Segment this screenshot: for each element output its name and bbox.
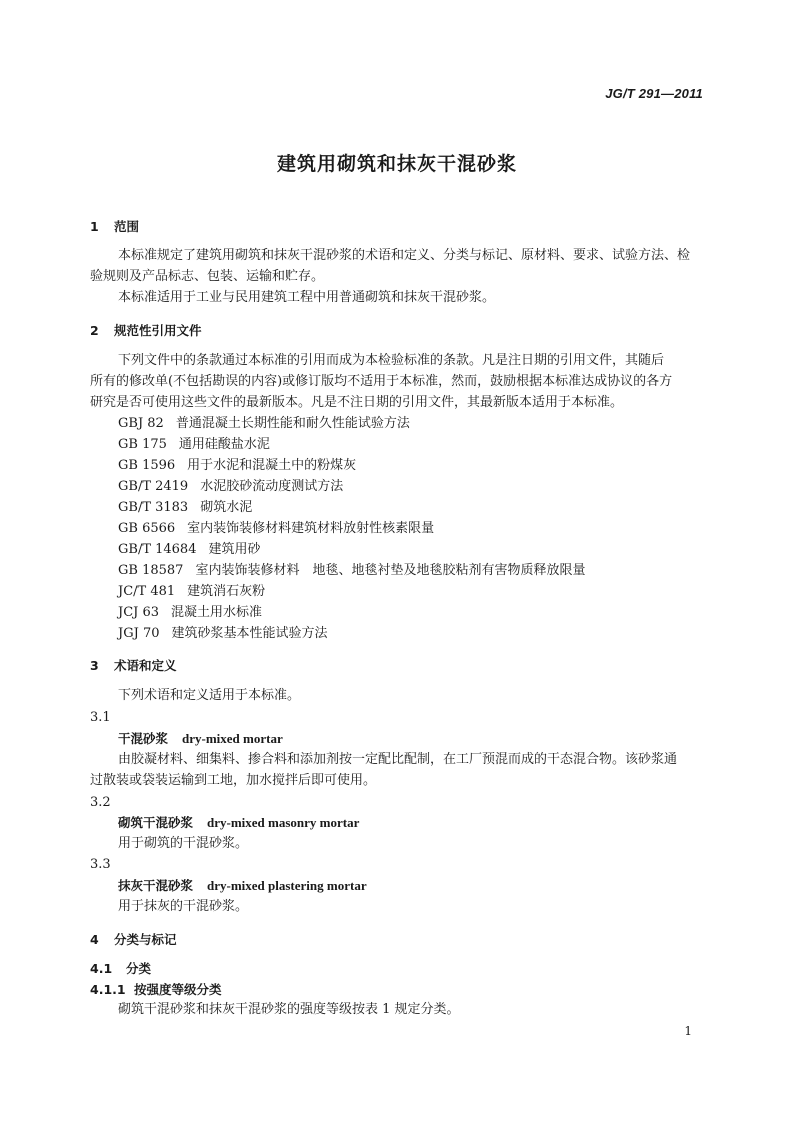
paragraph-line: 下列术语和定义适用于本标准。: [118, 688, 301, 703]
document-title: 建筑用砌筑和抹灰干混砂浆: [276, 153, 517, 175]
paragraph-line: 所有的修改单(不包括勘误的内容)或修订版均不适用于本标准，然而，鼓励根据本标准达成协议的各方: [90, 374, 673, 389]
paragraph-line: 砌筑干混砂浆和抹灰干混砂浆的强度等级按表 1 规定分类。: [118, 1002, 460, 1017]
section-2-heading: [90, 320, 710, 341]
paragraph-line: 研究是否可使用这些文件的最新版本。凡是不注日期的引用文件，其最新版本适用于本标准。: [90, 395, 624, 410]
term-entry: [90, 812, 738, 833]
term-chinese: 干混砂浆: [118, 731, 169, 746]
paragraph-line: 下列文件中的条款通过本标准的引用而成为本检验标准的条款。凡是注日期的引用文件，其随后: [118, 353, 665, 368]
subsection-4-1-1-heading: [90, 979, 710, 1000]
section-number: 3: [90, 658, 99, 673]
term-number: 3.1: [90, 710, 111, 725]
section-title: 规范性引用文件: [114, 323, 202, 338]
term-definition: 由胶凝材料、细集料、掺合料和添加剂按一定配比配制，在工厂预混而成的干态混合物。该砂浆通: [118, 752, 678, 767]
term-definition: 用于抹灰的干混砂浆。: [118, 899, 249, 914]
term-number: 3.2: [90, 795, 111, 810]
paragraph-line: 验规则及产品标志、包装、运输和贮存。: [90, 269, 325, 284]
reference-code: GB/T 14684: [118, 542, 197, 557]
section-4-heading: [90, 929, 710, 950]
standard-code: JG/T 291—2011: [605, 86, 703, 101]
section-1-heading: [90, 216, 710, 237]
term-definition: 过散装或袋装运输到工地，加水搅拌后即可使用。: [90, 773, 377, 788]
reference-item: [90, 434, 738, 455]
reference-item: [90, 476, 738, 497]
section-title: 术语和定义: [114, 658, 177, 673]
paragraph-line: 本标准适用于工业与民用建筑工程中用普通砌筑和抹灰干混砂浆。: [118, 290, 496, 305]
reference-code: JGJ 70: [118, 626, 160, 641]
term-english: dry-mixed mortar: [182, 731, 283, 746]
section-title: 范围: [114, 219, 140, 234]
section-number: 1: [90, 219, 99, 234]
paragraph-line: 本标准规定了建筑用砌筑和抹灰干混砂浆的术语和定义、分类与标记、原材料、要求、试验方法、检: [118, 248, 691, 263]
reference-title: 通用硅酸盐水泥: [178, 437, 270, 452]
term-definition: 用于砌筑的干混砂浆。: [118, 836, 249, 851]
reference-code: GB 175: [118, 437, 167, 452]
reference-item: [90, 497, 738, 518]
reference-item: [90, 581, 738, 602]
reference-title: 室内装饰装修材料建筑材料放射性核素限量: [187, 521, 435, 536]
reference-title: 普通混凝土长期性能和耐久性能试验方法: [175, 416, 410, 431]
subsection-4-1-heading: [90, 958, 710, 979]
reference-code: GB/T 2419: [118, 479, 189, 494]
section-number: 2: [90, 323, 99, 338]
reference-title: 用于水泥和混凝土中的粉煤灰: [187, 458, 357, 473]
term-chinese: 砌筑干混砂浆: [118, 815, 194, 830]
reference-title: 建筑消石灰粉: [187, 584, 266, 599]
term-english: dry-mixed plastering mortar: [207, 878, 367, 893]
term-chinese: 抹灰干混砂浆: [118, 878, 194, 893]
term-entry: [90, 875, 738, 896]
section-title: 分类与标记: [114, 932, 177, 947]
reference-code: GB 6566: [118, 521, 176, 536]
reference-title: 混凝土用水标准: [171, 605, 263, 620]
reference-title: 水泥胶砂流动度测试方法: [200, 479, 344, 494]
term-english: dry-mixed masonry mortar: [207, 815, 360, 830]
term-entry: [90, 728, 738, 749]
reference-code: GB 18587: [118, 563, 184, 578]
reference-title: 建筑用砂: [208, 542, 261, 557]
section-number: 4: [90, 932, 99, 947]
section-3-heading: [90, 655, 710, 676]
subsection-number: 4.1: [90, 961, 113, 976]
subsection-number: 4.1.1: [90, 982, 126, 997]
reference-item: [90, 602, 738, 623]
reference-item: [90, 518, 738, 539]
reference-code: GBJ 82: [118, 416, 164, 431]
reference-title: 建筑砂浆基本性能试验方法: [171, 626, 328, 641]
reference-item: [90, 623, 738, 644]
subsection-title: 分类: [126, 961, 152, 976]
term-number: 3.3: [90, 857, 111, 872]
reference-item: [90, 539, 738, 560]
reference-code: GB/T 3183: [118, 500, 189, 515]
page-number: 1: [684, 1024, 692, 1038]
reference-code: JCJ 63: [118, 605, 160, 620]
reference-item: [90, 560, 738, 581]
reference-item: [90, 455, 738, 476]
reference-code: JC/T 481: [118, 584, 176, 599]
reference-code: GB 1596: [118, 458, 176, 473]
reference-title: 室内装饰装修材料 地毯、地毯衬垫及地毯胶粘剂有害物质释放限量: [195, 563, 586, 578]
reference-title: 砌筑水泥: [200, 500, 253, 515]
reference-item: [90, 413, 738, 434]
subsection-title: 按强度等级分类: [134, 982, 222, 997]
